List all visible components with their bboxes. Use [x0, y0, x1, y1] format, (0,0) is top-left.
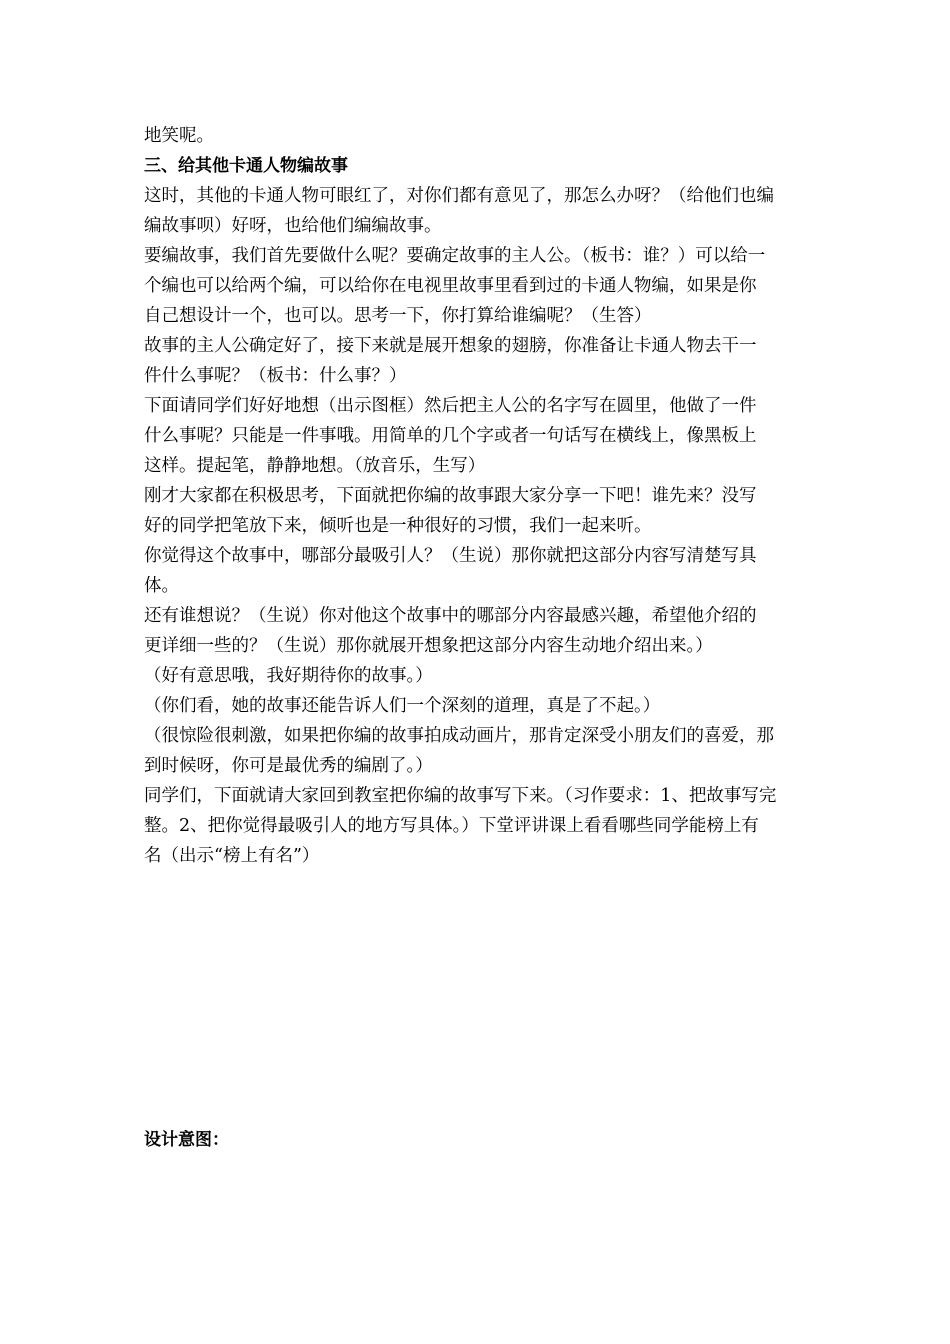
text-line: 整。2、把你觉得最吸引人的地方写具体。）下堂评讲课上看看哪些同学能榜上有 [144, 816, 759, 836]
text-line: 这样。提起笔，静静地想。（放音乐，生写） [144, 456, 486, 476]
document-body [144, 121, 810, 871]
text-line: （好有意思哦，我好期待你的故事。） [144, 666, 433, 686]
text-line: 下面请同学们好好地想（出示图框）然后把主人公的名字写在圆里，他做了一件 [144, 396, 757, 416]
text-line: 什么事呢？只能是一件事哦。用简单的几个字或者一句话写在横线上，像黑板上 [144, 426, 757, 446]
text-line: 到时候呀，你可是最优秀的编剧了。） [144, 756, 433, 776]
text-line: 好的同学把笔放下来，倾听也是一种很好的习惯，我们一起来听。 [144, 516, 652, 536]
text-line: 自己想设计一个，也可以。思考一下，你打算给谁编呢？（生答） [144, 306, 652, 326]
text-line: 故事的主人公确定好了，接下来就是展开想象的翅膀，你准备让卡通人物去干一 [144, 336, 757, 356]
text-line: 同学们，下面就请大家回到教室把你编的故事写下来。（习作要求：1、把故事写完 [144, 786, 777, 806]
text-line: 要编故事，我们首先要做什么呢？要确定故事的主人公。（板书：谁？）可以给一 [144, 246, 766, 266]
text-line: 刚才大家都在积极思考，下面就把你编的故事跟大家分享一下吧！谁先来？没写 [144, 486, 757, 506]
text-line: 编故事呗）好呀，也给他们编编故事。 [144, 216, 442, 236]
text-line: 地笑呢。 [144, 126, 214, 146]
design-intent-heading: 设计意图： [144, 1130, 229, 1150]
text-line: （很惊险很刺激，如果把你编的故事拍成动画片，那肯定深受小朋友们的喜爱，那 [144, 726, 774, 746]
text-line: 你觉得这个故事中，哪部分最吸引人？（生说）那你就把这部分内容写清楚写具 [144, 546, 757, 566]
section-heading: 三、给其他卡通人物编故事 [144, 156, 348, 176]
text-line: 还有谁想说？（生说）你对他这个故事中的哪部分内容最感兴趣，希望他介绍的 [144, 606, 757, 626]
text-line: 名（出示“榜上有名”） [144, 846, 320, 866]
text-line: 体。 [144, 576, 179, 596]
text-line: 件什么事呢？（板书：什么事？） [144, 366, 407, 386]
text-line: 个编也可以给两个编，可以给你在电视里故事里看到过的卡通人物编，如果是你 [144, 276, 757, 296]
text-line: （你们看，她的故事还能告诉人们一个深刻的道理，真是了不起。） [144, 696, 661, 716]
text-line: 更详细一些的？（生说）那你就展开想象把这部分内容生动地介绍出来。） [144, 636, 713, 656]
text-line: 这时，其他的卡通人物可眼红了，对你们都有意见了，那怎么办呀？（给他们也编 [144, 186, 774, 206]
